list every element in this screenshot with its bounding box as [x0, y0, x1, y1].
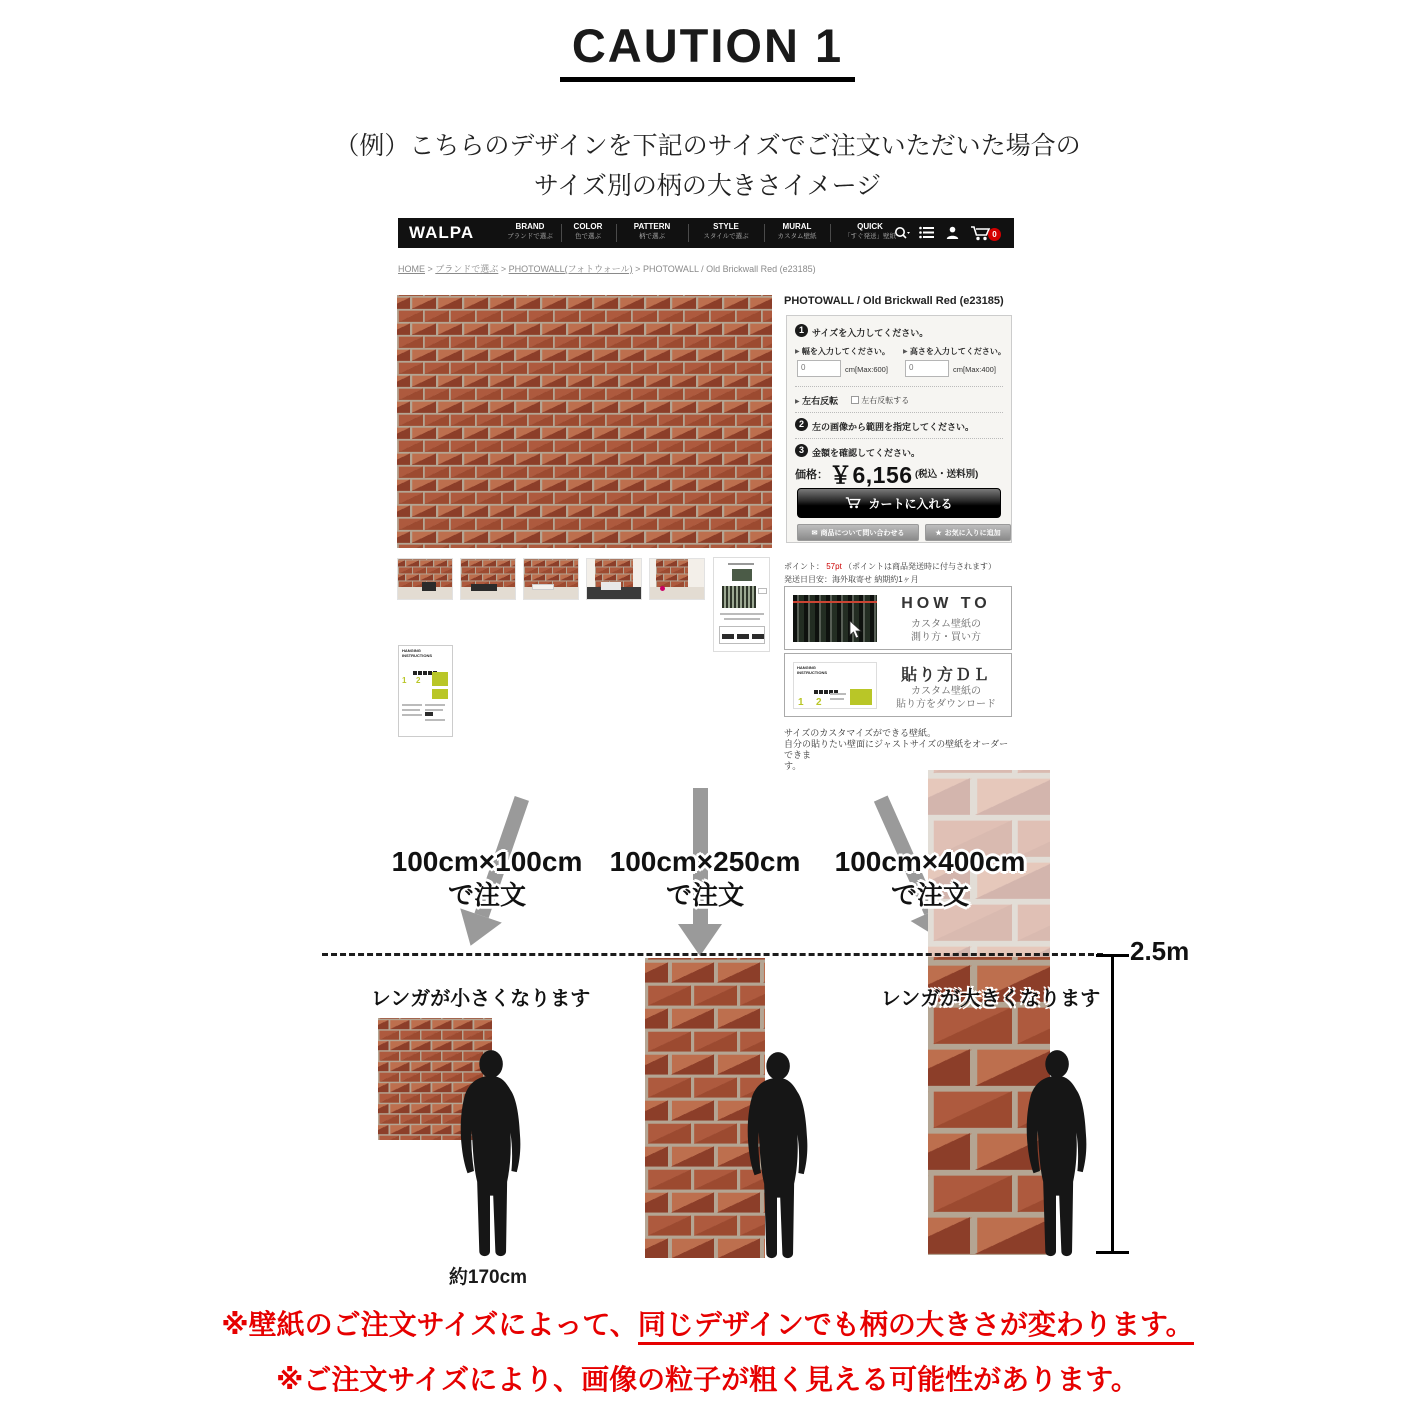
breadcrumb-photowall[interactable]: PHOTOWALL(フォトウォール): [508, 264, 633, 274]
height-input[interactable]: 0: [905, 360, 949, 377]
thumb-furniture: [471, 584, 497, 591]
thumb-wall: [656, 559, 688, 589]
breadcrumb: [398, 262, 1014, 275]
product-description: サイズのカスタマイズができる壁紙。 自分の貼りたい壁面にジャストサイズの壁紙をオーダーできま す。: [784, 728, 1009, 771]
price-value: ￥6,156: [829, 462, 913, 488]
divider: [795, 386, 1003, 387]
width-label: ▶ 幅を入力してください。: [795, 347, 890, 356]
hanging-dl-banner[interactable]: [784, 653, 1012, 717]
dl-title: 貼り方ＤＬ: [900, 667, 991, 684]
cart-icon: [845, 496, 862, 510]
order-label-100x250: 100cm×250cm で注文: [609, 846, 801, 910]
step-1-badge: 1: [795, 324, 808, 337]
height-unit: cm[Max:400]: [953, 365, 996, 374]
measure-cap-bottom: [1096, 1251, 1129, 1254]
intro-text: [0, 126, 1415, 206]
doc-mark: [722, 634, 734, 639]
product-thumbnail-5[interactable]: [649, 558, 705, 600]
order-label-100x400: 100cm×400cm で注文: [834, 846, 1026, 910]
doc-mark: [752, 634, 764, 639]
flip-checkbox-label: 左右反転する: [861, 396, 910, 405]
product-thumbnail-3[interactable]: [523, 558, 579, 600]
dl-sub2: 貼り方をダウンロード: [896, 699, 996, 710]
star-icon: ★: [935, 529, 942, 537]
measure-line: [1111, 956, 1114, 1253]
hanging-instructions-thumbnail[interactable]: [398, 645, 453, 737]
height-label: ▶ 高さを入力してください。: [903, 347, 1006, 356]
hanging-doc-green-block: [432, 689, 448, 699]
cart-count-badge[interactable]: 0: [988, 228, 1001, 241]
breadcrumb-sep: >: [427, 264, 433, 274]
nav-item-pattern[interactable]: [620, 221, 684, 245]
howto-sub1: カスタム壁紙の: [911, 619, 981, 630]
flip-option[interactable]: [851, 395, 909, 406]
breadcrumb-sep: >: [500, 264, 507, 274]
doc-footer-box: [719, 626, 765, 644]
add-to-cart-label: カートに入れる: [868, 496, 953, 511]
mail-icon: ✉: [811, 529, 818, 537]
nav-brand-en: BRAND: [515, 222, 545, 231]
nav-color-ja: 色で選ぶ: [575, 233, 601, 240]
page-title-text: CAUTION 1: [560, 18, 855, 82]
nav-pattern-en: PATTERN: [633, 222, 671, 231]
nav-style-ja: スタイルで選ぶ: [703, 233, 749, 240]
howto-redline: [793, 601, 877, 603]
nav-separator: [688, 224, 689, 242]
right-note: レンガが大きくなります: [880, 988, 1101, 1010]
breadcrumb-sep: >: [635, 264, 641, 274]
doc-line: [425, 704, 445, 706]
step-3-badge: 3: [795, 444, 808, 457]
warning-1-underlined: 同じデザインでも柄の大きさが変わります。: [638, 1309, 1194, 1345]
measure-cap-top: [1096, 954, 1129, 957]
person-silhouette-left: [446, 1048, 534, 1262]
size-guide-thumbnail[interactable]: [713, 557, 770, 652]
nav-item-style[interactable]: [692, 221, 760, 245]
nav-mural-ja: カスタム壁紙: [777, 233, 817, 240]
width-unit: cm[Max:600]: [845, 365, 888, 374]
product-thumbnail-1[interactable]: [397, 558, 453, 600]
nav-separator: [830, 224, 831, 242]
howto-banner[interactable]: [784, 586, 1012, 650]
doc-line: [402, 709, 420, 711]
step-1-label: サイズを入力してください。: [812, 328, 929, 338]
doc-line: [728, 563, 754, 565]
warning-1-prefix: ※壁紙のご注文サイズによって、: [221, 1309, 638, 1340]
divider: [795, 438, 1003, 439]
green-num: 2: [816, 697, 822, 708]
product-title: PHOTOWALL / Old Brickwall Red (e23185): [784, 295, 1004, 307]
breadcrumb-current: PHOTOWALL / Old Brickwall Red (e23185): [642, 264, 816, 274]
flip-label: ▶ 左右反転: [795, 396, 839, 406]
doc-line: [402, 714, 422, 716]
nav-item-mural[interactable]: [768, 221, 826, 245]
cursor-icon: [849, 621, 863, 639]
nav-style-en: STYLE: [713, 222, 739, 231]
page-title: [0, 18, 1415, 82]
green-block: [850, 689, 872, 705]
breadcrumb-home[interactable]: HOME: [398, 264, 425, 274]
step-2-label: 左の画像から範囲を指定してください。: [812, 422, 975, 432]
step-2-badge: 2: [795, 418, 808, 431]
hanging-dl-thumbnail: [793, 662, 877, 709]
ceiling-height-label: 2.5m: [1130, 936, 1190, 966]
product-thumbnail-2[interactable]: [460, 558, 516, 600]
warning-line-2: ※ご注文サイズにより、画像の粒子が粗く見える可能性があります。: [276, 1364, 1139, 1395]
howto-sub2: 測り方・買い方: [911, 632, 981, 643]
hanging-doc-num-1: 1: [402, 676, 407, 685]
nav-separator: [616, 224, 617, 242]
person-height-label: 約170cm: [448, 1267, 528, 1288]
product-thumbnail-4[interactable]: [586, 558, 642, 600]
account-icon[interactable]: [946, 226, 959, 239]
product-main-image[interactable]: [397, 295, 772, 548]
doc-line: [720, 613, 764, 615]
price-label: 価格：: [795, 469, 828, 481]
breadcrumb-brand[interactable]: ブランドで選ぶ: [435, 264, 499, 274]
add-to-cart-button[interactable]: [797, 488, 1001, 518]
nav-quick-ja: 「すぐ発送」壁紙: [844, 233, 896, 240]
nav-pattern-ja: 柄で選ぶ: [639, 233, 665, 240]
points-line: ポイント： 57pt （ポイントは商品発送時に付与されます）: [784, 562, 997, 571]
order-panel: [786, 315, 1012, 543]
doc-image-large: [722, 586, 756, 608]
inquiry-button[interactable]: [797, 524, 919, 541]
width-input[interactable]: 0: [797, 360, 841, 377]
points-value: 57pt: [826, 562, 842, 571]
walpa-screenshot: [390, 215, 1020, 771]
walpa-logo[interactable]: WALPA: [409, 223, 475, 242]
doc-line: [724, 618, 760, 620]
thumb-floor: [650, 587, 704, 599]
left-note: レンガが小さくなります: [370, 988, 591, 1010]
thumb-furniture: [660, 586, 665, 591]
doc-chip: [758, 588, 767, 594]
nav-mural-en: MURAL: [782, 222, 812, 231]
nav-quick-en: QUICK: [857, 222, 883, 231]
person-silhouette-right: [1012, 1048, 1100, 1262]
hanging-doc-title: HANGING INSTRUCTIONS: [402, 648, 432, 658]
step-3-label: 金額を確認してください。: [812, 448, 921, 458]
nav-separator: [561, 224, 562, 242]
hanging-dl-doc-title: HANGING INSTRUCTIONS: [797, 665, 827, 675]
hanging-doc-num-2: 2: [416, 676, 421, 685]
doc-line: [425, 719, 445, 721]
howto-title: HOW TO: [901, 595, 991, 612]
shipping-line: 発送日目安：海外取寄せ 納期約1ヶ月: [784, 575, 919, 584]
divider: [795, 412, 1003, 413]
intro-line-2: サイズ別の柄の大きさイメージ: [533, 172, 882, 200]
doc-mark: [425, 712, 433, 716]
doc-line: [402, 704, 422, 706]
ceiling-dashed-line: [322, 953, 1103, 956]
nav-item-color[interactable]: [564, 221, 612, 245]
favorite-label: お気に入りに追加: [944, 529, 1001, 537]
thumb-furniture: [532, 584, 554, 590]
doc-mark: [737, 634, 749, 639]
hanging-doc-green-block: [432, 672, 448, 686]
intro-line-1: （例）こちらのデザインを下記のサイズでご注文いただいた場合の: [334, 132, 1081, 160]
nav-item-brand[interactable]: [502, 221, 558, 245]
howto-thumbnail: [793, 595, 877, 642]
order-label-100x100: 100cm×100cm で注文: [391, 846, 583, 910]
list-icon[interactable]: [919, 226, 934, 239]
thumb-furniture: [601, 582, 621, 590]
warning-line-1: [0, 1303, 1415, 1343]
doc-image-small: [732, 569, 752, 581]
doc-line: [830, 698, 844, 700]
person-silhouette-middle: [733, 1050, 821, 1264]
nav-separator: [764, 224, 765, 242]
doc-line: [830, 693, 846, 695]
flip-checkbox[interactable]: [851, 396, 859, 404]
green-num: 1: [798, 697, 804, 708]
nav-brand-ja: ブランドで選ぶ: [507, 233, 553, 240]
inquiry-label: 商品について問い合わせる: [820, 529, 905, 537]
favorite-button[interactable]: [925, 524, 1011, 541]
thumb-furniture: [422, 582, 436, 591]
price-note: (税込・送料別): [915, 469, 979, 480]
dl-sub1: カスタム壁紙の: [911, 686, 981, 697]
doc-line: [425, 709, 443, 711]
nav-color-en: COLOR: [573, 222, 603, 231]
navbar: [398, 218, 1014, 248]
search-icon[interactable]: [894, 226, 910, 240]
